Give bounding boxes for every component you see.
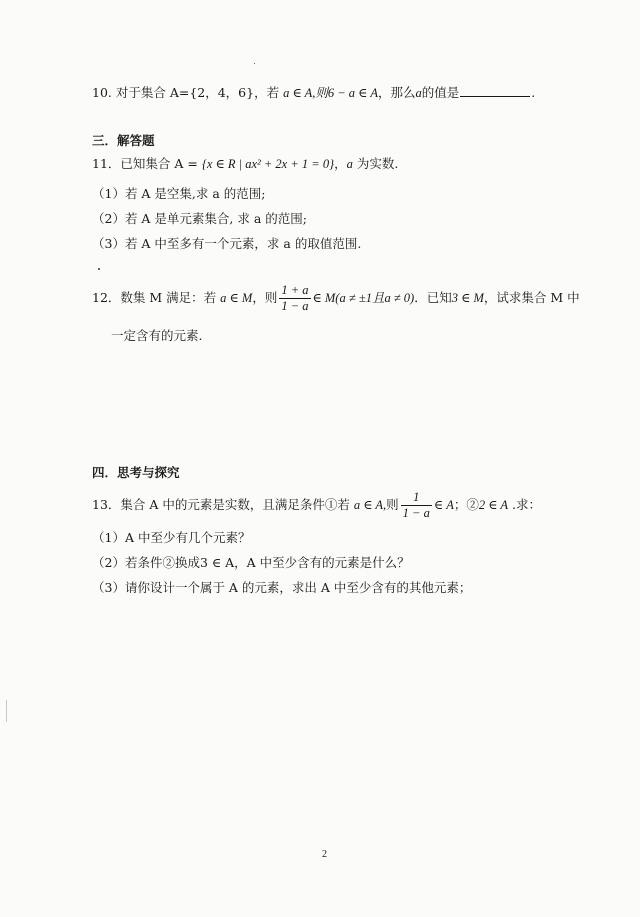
question-11 — [92, 156, 398, 172]
q11-part-1: （1）若 A 是空集,求 a 的范围; — [92, 186, 266, 201]
q11-math: {x ∈ R | ax² + 2x + 1 = 0} — [201, 157, 335, 171]
q12-math1: a ∈ M — [220, 291, 253, 305]
q13-math3: 2 ∈ A — [478, 498, 509, 512]
section-heading-4: 四．思考与探究 — [92, 465, 180, 480]
q13-suffix: .求： — [508, 497, 542, 512]
q12-math3: 3 ∈ M — [451, 291, 484, 305]
q12-line-2: 一定含有的元素. — [111, 328, 203, 343]
section-heading-3: 三．解答题 — [92, 133, 155, 148]
q13-part-1: （1）A 中至少有几个元素？ — [92, 530, 251, 545]
question-12 — [92, 283, 580, 314]
q10-var: a — [415, 86, 422, 100]
q13-math1: a ∈ A, — [353, 498, 387, 512]
scan-speck — [254, 63, 255, 64]
q12-suffix: ，试求集合 M 中 — [483, 290, 580, 305]
stray-dot — [98, 268, 100, 270]
q11-var: a — [346, 157, 353, 171]
q13-fraction-numerator: 1 — [401, 490, 432, 506]
q13-mid2: ；② — [453, 497, 479, 512]
q13-prefix: 13．集合 A 中的元素是实数，且满足条件①若 — [92, 497, 354, 512]
q10-suffix: ，那么 — [377, 85, 416, 100]
q11-part-2: （2）若 A 是单元素集合, 求 a 的范围; — [92, 211, 307, 226]
q13-part-2: （2）若条件②换成3 ∈ A，A 中至少含有的元素是什么？ — [92, 555, 410, 570]
question-10 — [92, 84, 535, 101]
q13-fraction-denominator: 1 − a — [402, 506, 430, 520]
q11-suffix: ， — [334, 156, 347, 171]
q10-prefix: 10. 对于集合 A={2，4，6}，若 — [92, 85, 284, 100]
q10-math: a ∈ A,则6 − a ∈ A — [283, 86, 378, 100]
question-13 — [92, 490, 541, 521]
q12-mid2: ．已知 — [414, 290, 452, 305]
page-number: 2 — [322, 849, 327, 860]
q10-suffix2: 的值是 — [421, 85, 460, 100]
scan-edge-mark — [6, 700, 7, 722]
q13-math2: ∈ A — [433, 498, 454, 512]
q11-part-3: （3）若 A 中至多有一个元素，求 a 的取值范围. — [92, 236, 362, 251]
q12-mid: ，则 — [252, 290, 278, 305]
q12-fraction-denominator: 1 − a — [281, 299, 309, 313]
q13-fraction — [401, 490, 432, 521]
q12-fraction — [279, 283, 310, 314]
q12-fraction-numerator: 1 + a — [281, 283, 309, 297]
q13-part-3: （3）请你设计一个属于 A 的元素，求出 A 中至少含有的其他元素； — [92, 580, 472, 595]
q11-suffix2: 为实数. — [352, 156, 399, 171]
q13-mid: 则 — [386, 497, 399, 512]
q10-end: . — [531, 85, 536, 100]
answer-blank — [460, 84, 530, 97]
q12-prefix: 12．数集 M 满足：若 — [92, 290, 221, 305]
q12-math2: ∈ M(a ≠ ±1且a ≠ 0) — [312, 291, 415, 305]
q11-prefix: 11．已知集合 A = — [92, 156, 202, 171]
